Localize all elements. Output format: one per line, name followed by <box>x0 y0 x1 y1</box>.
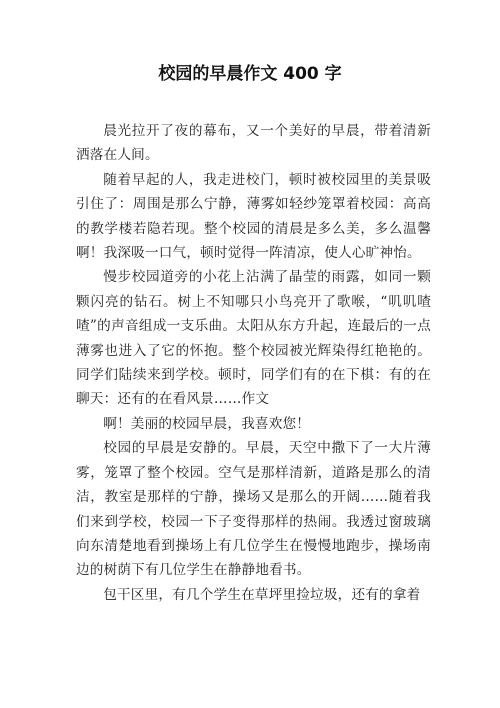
paragraph: 校园的早晨是安静的。早晨，天空中撒下了一大片薄雾，笼罩了整个校园。空气是那样清新，道路是那么的清洁，教室是那样的宁静，操场又是那么的开阔……随着我们来到学校，校园一下子变得那样的热闹。我透过窗玻璃向东清楚地看到操场上有几位学生在慢慢地跑步，操场南边的树荫下有几位学生在静静地看书。 <box>76 440 431 579</box>
paragraph: 包干区里，有几个学生在草坪里捡垃圾，还有的拿着 <box>103 586 421 603</box>
document-body <box>76 119 431 607</box>
paragraph: 慢步校园道旁的小花上沾满了晶莹的雨露，如同一颗颗闪亮的钻石。树上不知哪只小鸟亮开了歌喉，“叽叽喳喳”的声音组成一支乐曲。太阳从东方升起，连最后的一点薄雾也进入了它的怀抱。整个校园被光辉染得红艳艳的。同学们陆续来到学校。顿时，同学们有的在下棋：有的在聊天：还有的在看风景……作文 <box>76 269 431 408</box>
paragraph: 晨光拉开了夜的幕布，又一个美好的早晨，带着清新洒落在人间。 <box>76 123 431 164</box>
paragraph: 随着早起的人，我走进校门，顿时被校园里的美景吸引住了：周围是那么宁静，薄雾如轻纱笼罩着校园：高高的教学楼若隐若现。整个校园的清晨是多么美，多么温馨啊！我深吸一口气，顿时觉得一阵清凉，使人心旷神怡。 <box>76 171 431 262</box>
document-title: 校园的早晨作文 400 字 <box>158 64 342 84</box>
paragraph: 啊！美丽的校园早晨，我喜欢您！ <box>103 415 311 432</box>
